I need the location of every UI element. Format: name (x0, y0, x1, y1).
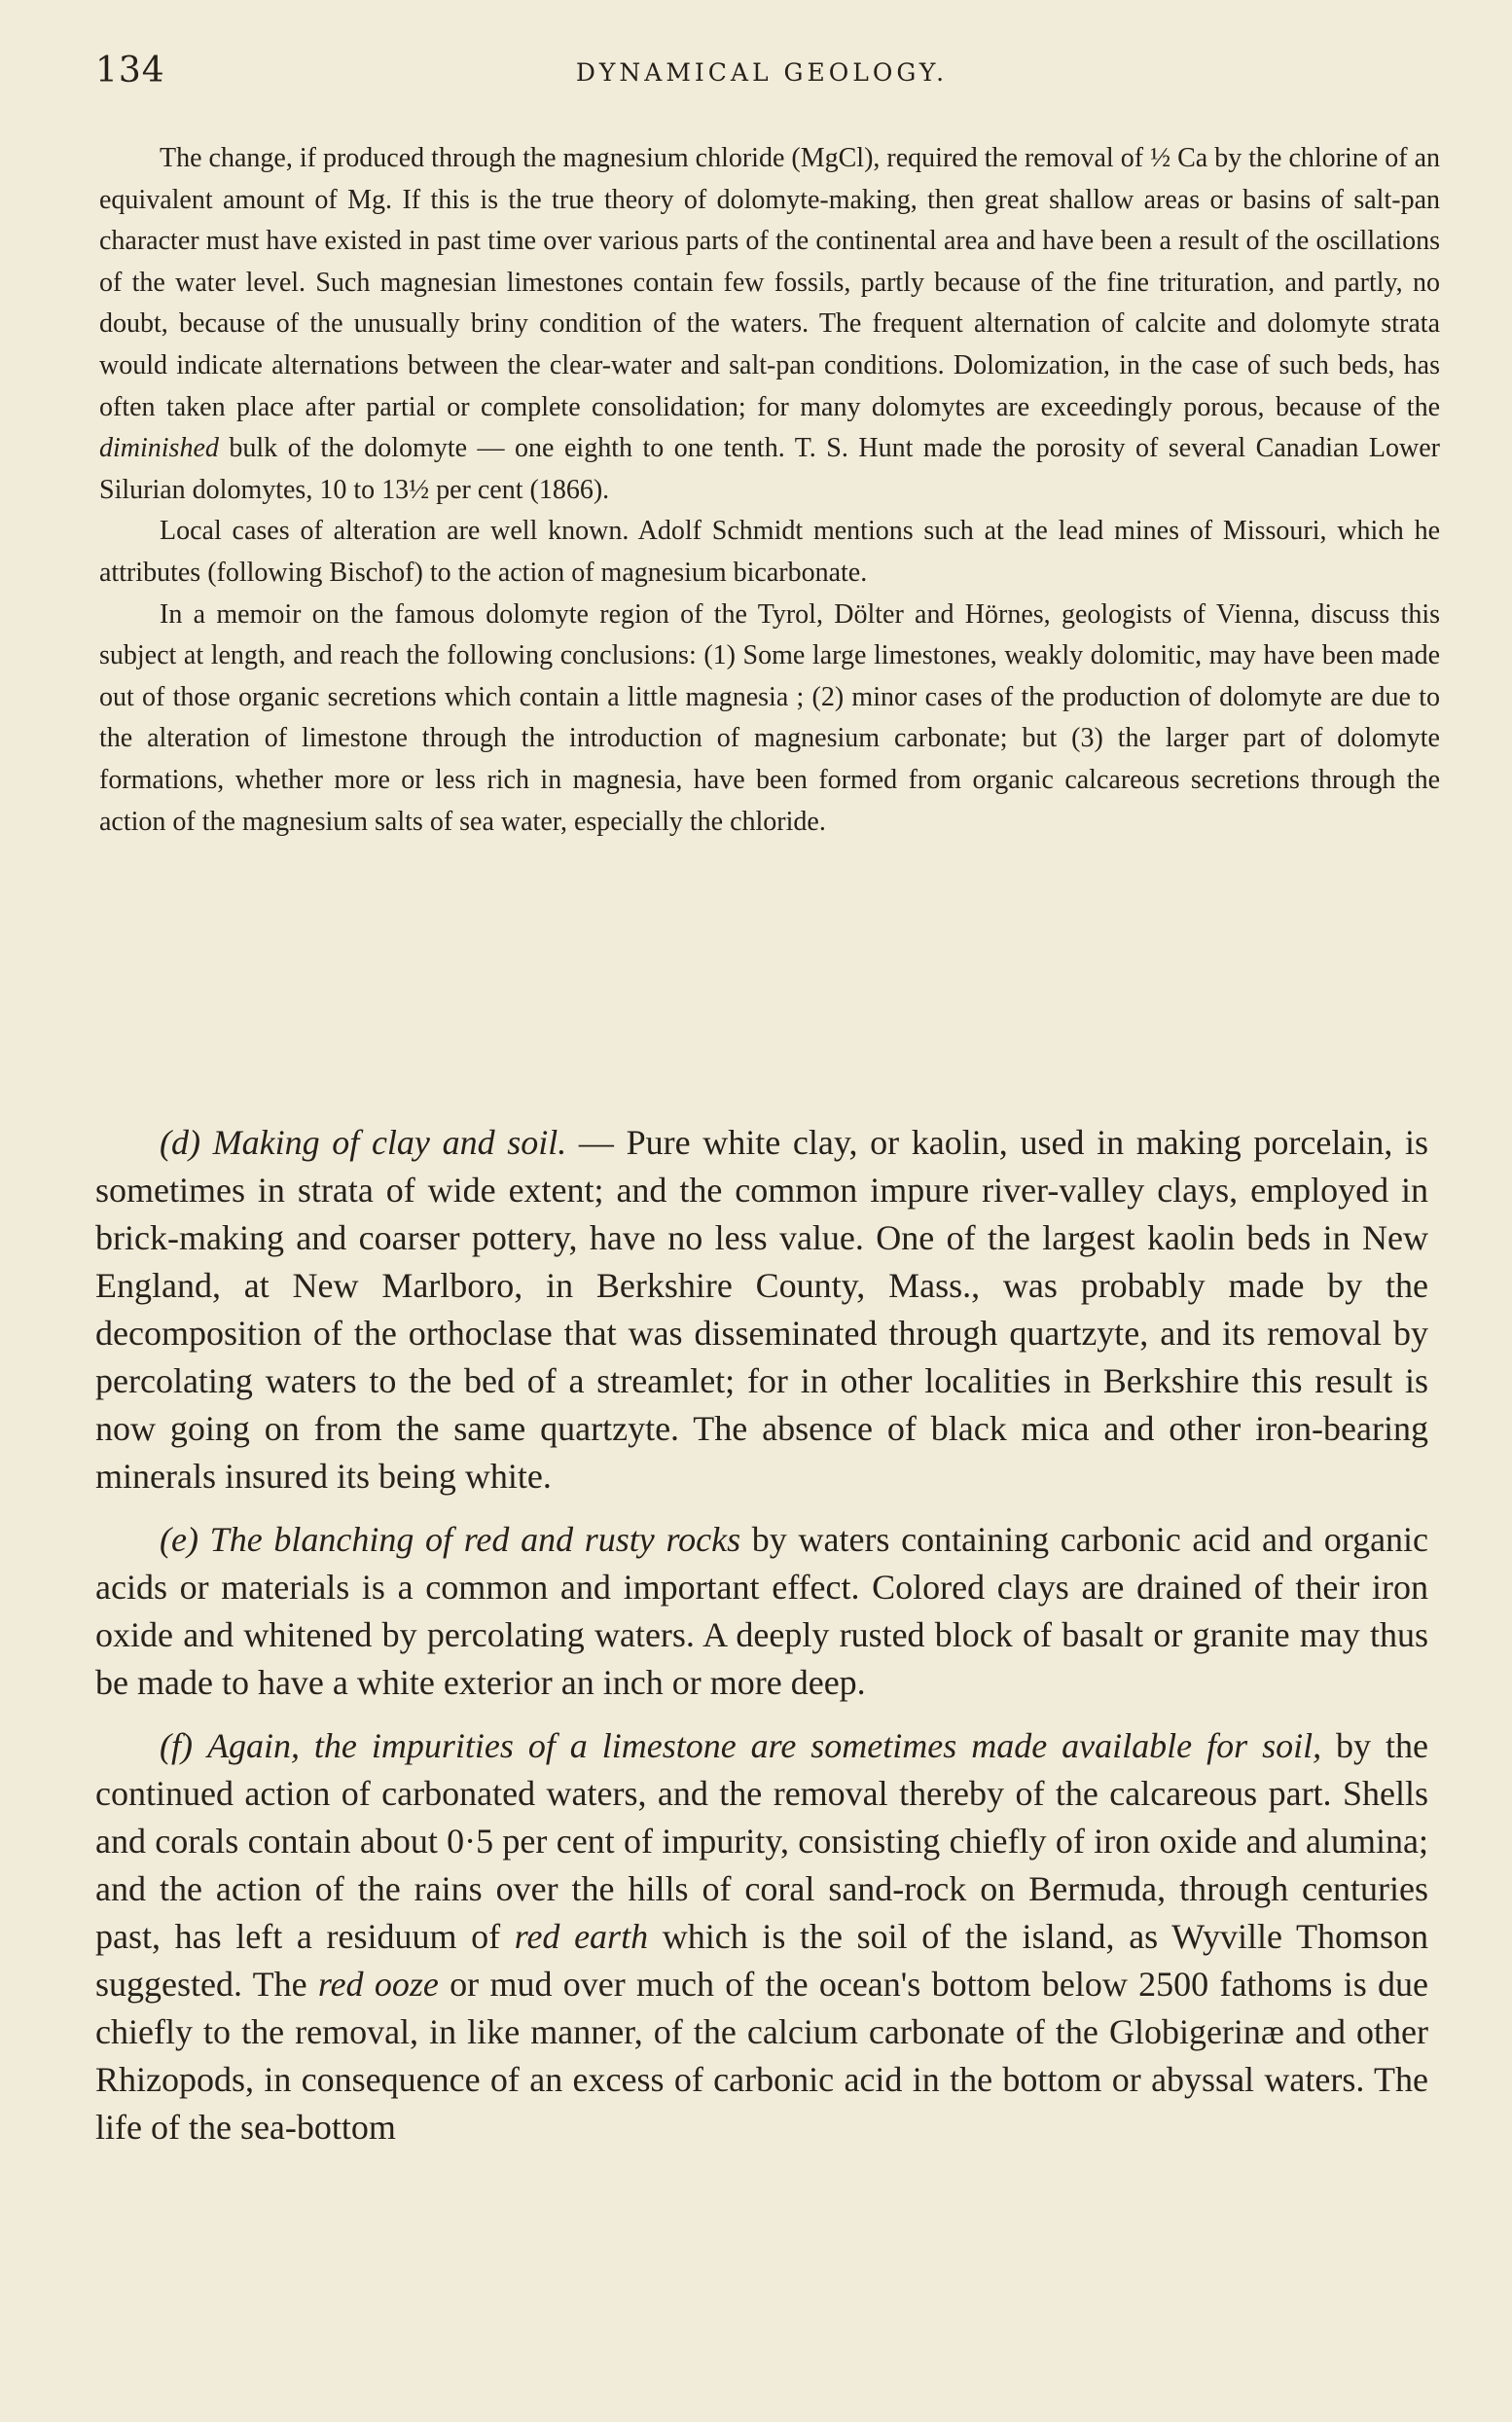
paragraph-text: — Pure white clay, or kaolin, used in making porcelain, is sometimes in strata of wide extent; and the common impure river-valley clays, employed in brick-making and coarser pottery, have no less value. One of the largest kaolin beds in New England, at New Marlboro, in Berkshire County, Mass., was probably made by the decomposition of the orthoclase that was disseminated through quartzyte, and its removal by percolating waters to the bed of a streamlet; for in other localities in Berkshire this result is now going on from the same quartzyte. The absence of black mica and other iron-bearing minerals insured its being white. (95, 1123, 1428, 1496)
paragraph-text: which is the soil of the island, as Wyville Thomson suggested. The (95, 1917, 1428, 2004)
paragraph-text: Local cases of alteration are well known. Adolf Schmidt mentions such at the lead mines of Missouri, which he attributes (following Bischof) to the action of magnesium bicarbonate. (99, 516, 1440, 588)
small-print-section (99, 138, 1440, 843)
section-heading: Again, the impurities of a limestone are sometimes made available for soil, (206, 1726, 1322, 1765)
paragraph-tyrol-memoir (99, 595, 1440, 844)
page-number: 134 (95, 51, 165, 90)
italic-term: red earth (514, 1917, 649, 1956)
paragraph-text: In a memoir on the famous dolomyte region of the Tyrol, Dölter and Hörnes, geologists of Vienna, discuss this subject at length, and reach the following conclusions: (1) Some large limestones, weakly dolomitic, may have been made out of those organic secretions which contain a little magnesia ; (2) minor cases of the production of dolomyte are due to the alteration of limestone through the introduction of magnesium carbonate; but (3) the larger part of dolomyte formations, whether more or less rich in magnesia, have been formed from organic calcareous secretions through the action of the magnesium salts of sea water, especially the chloride. (99, 598, 1440, 837)
paragraph-text: by the continued action of carbonated waters, and the removal thereby of the calcareous part. Shells and corals contain about 0·5 per cent of impurity, consisting chiefly of iron oxide and alumina; and the action of the rains over the hills of coral sand-rock on Bermuda, through centuries past, has left a residuum of (95, 1726, 1429, 1956)
paragraph-text: or mud over much of the ocean's bottom below 2500 fathoms is due chiefly to the removal, in like manner, of the calcium carbonate of the Globigerinæ and other Rhizopods, in consequence of an excess of carbonic acid in the bottom or abyssal waters. The life of the sea-bottom (95, 1965, 1429, 2147)
paragraph-text: by waters containing carbonic acid and organic acids or materials is a common and important effect. Colored clays are drained of their iron oxide and whitened by percolating waters. A deeply rusted block of basalt or granite may thus be made to have a white exterior an inch or more deep. (95, 1520, 1429, 1702)
page-header (95, 51, 1428, 99)
italic-term: red ooze (317, 1965, 439, 2004)
paragraph-dolomyte-change (99, 138, 1440, 511)
section-heading: The blanching of red and rusty rocks (209, 1520, 741, 1559)
section-label: (e) (160, 1520, 198, 1559)
paragraph-local-alteration (99, 511, 1440, 594)
paragraph-blanching (95, 1516, 1428, 1707)
section-heading: Making of clay and soil. (212, 1123, 567, 1162)
italic-term: diminished (99, 433, 219, 464)
paragraph-text: bulk of the dolomyte — one eighth to one tenth. T. S. Hunt made the porosity of several Canadian Lower Silurian dolomytes, 10 to 13½ per cent (1866). (99, 433, 1440, 505)
main-text-section (95, 1119, 1428, 2151)
section-label: (f) (160, 1726, 193, 1765)
paragraph-limestone-impurities (95, 1722, 1428, 2151)
running-title: DYNAMICAL GEOLOGY. (575, 58, 949, 87)
paragraph-text: The change, if produced through the magnesium chloride (MgCl), required the removal of ½ Ca by the chlorine of an equivalent amount of Mg. If this is the true theory of dolomyte-making, then great shallow areas or basins of salt-pan character must have existed in past time over various parts of the continental area and have been a result of the oscillations of the water level. Such magnesian limestones contain few fossils, partly because of the fine trituration, and partly, no doubt, because of the unusually briny condition of the waters. The frequent alternation of calcite and dolomyte strata would indicate alternations between the clear-water and salt-pan conditions. Dolomization, in the case of such beds, has often taken place after partial or complete consolidation; for many dolomytes are exceedingly porous, because of the (99, 143, 1440, 422)
paragraph-clay-and-soil (95, 1119, 1428, 1500)
section-label: (d) (160, 1123, 200, 1162)
